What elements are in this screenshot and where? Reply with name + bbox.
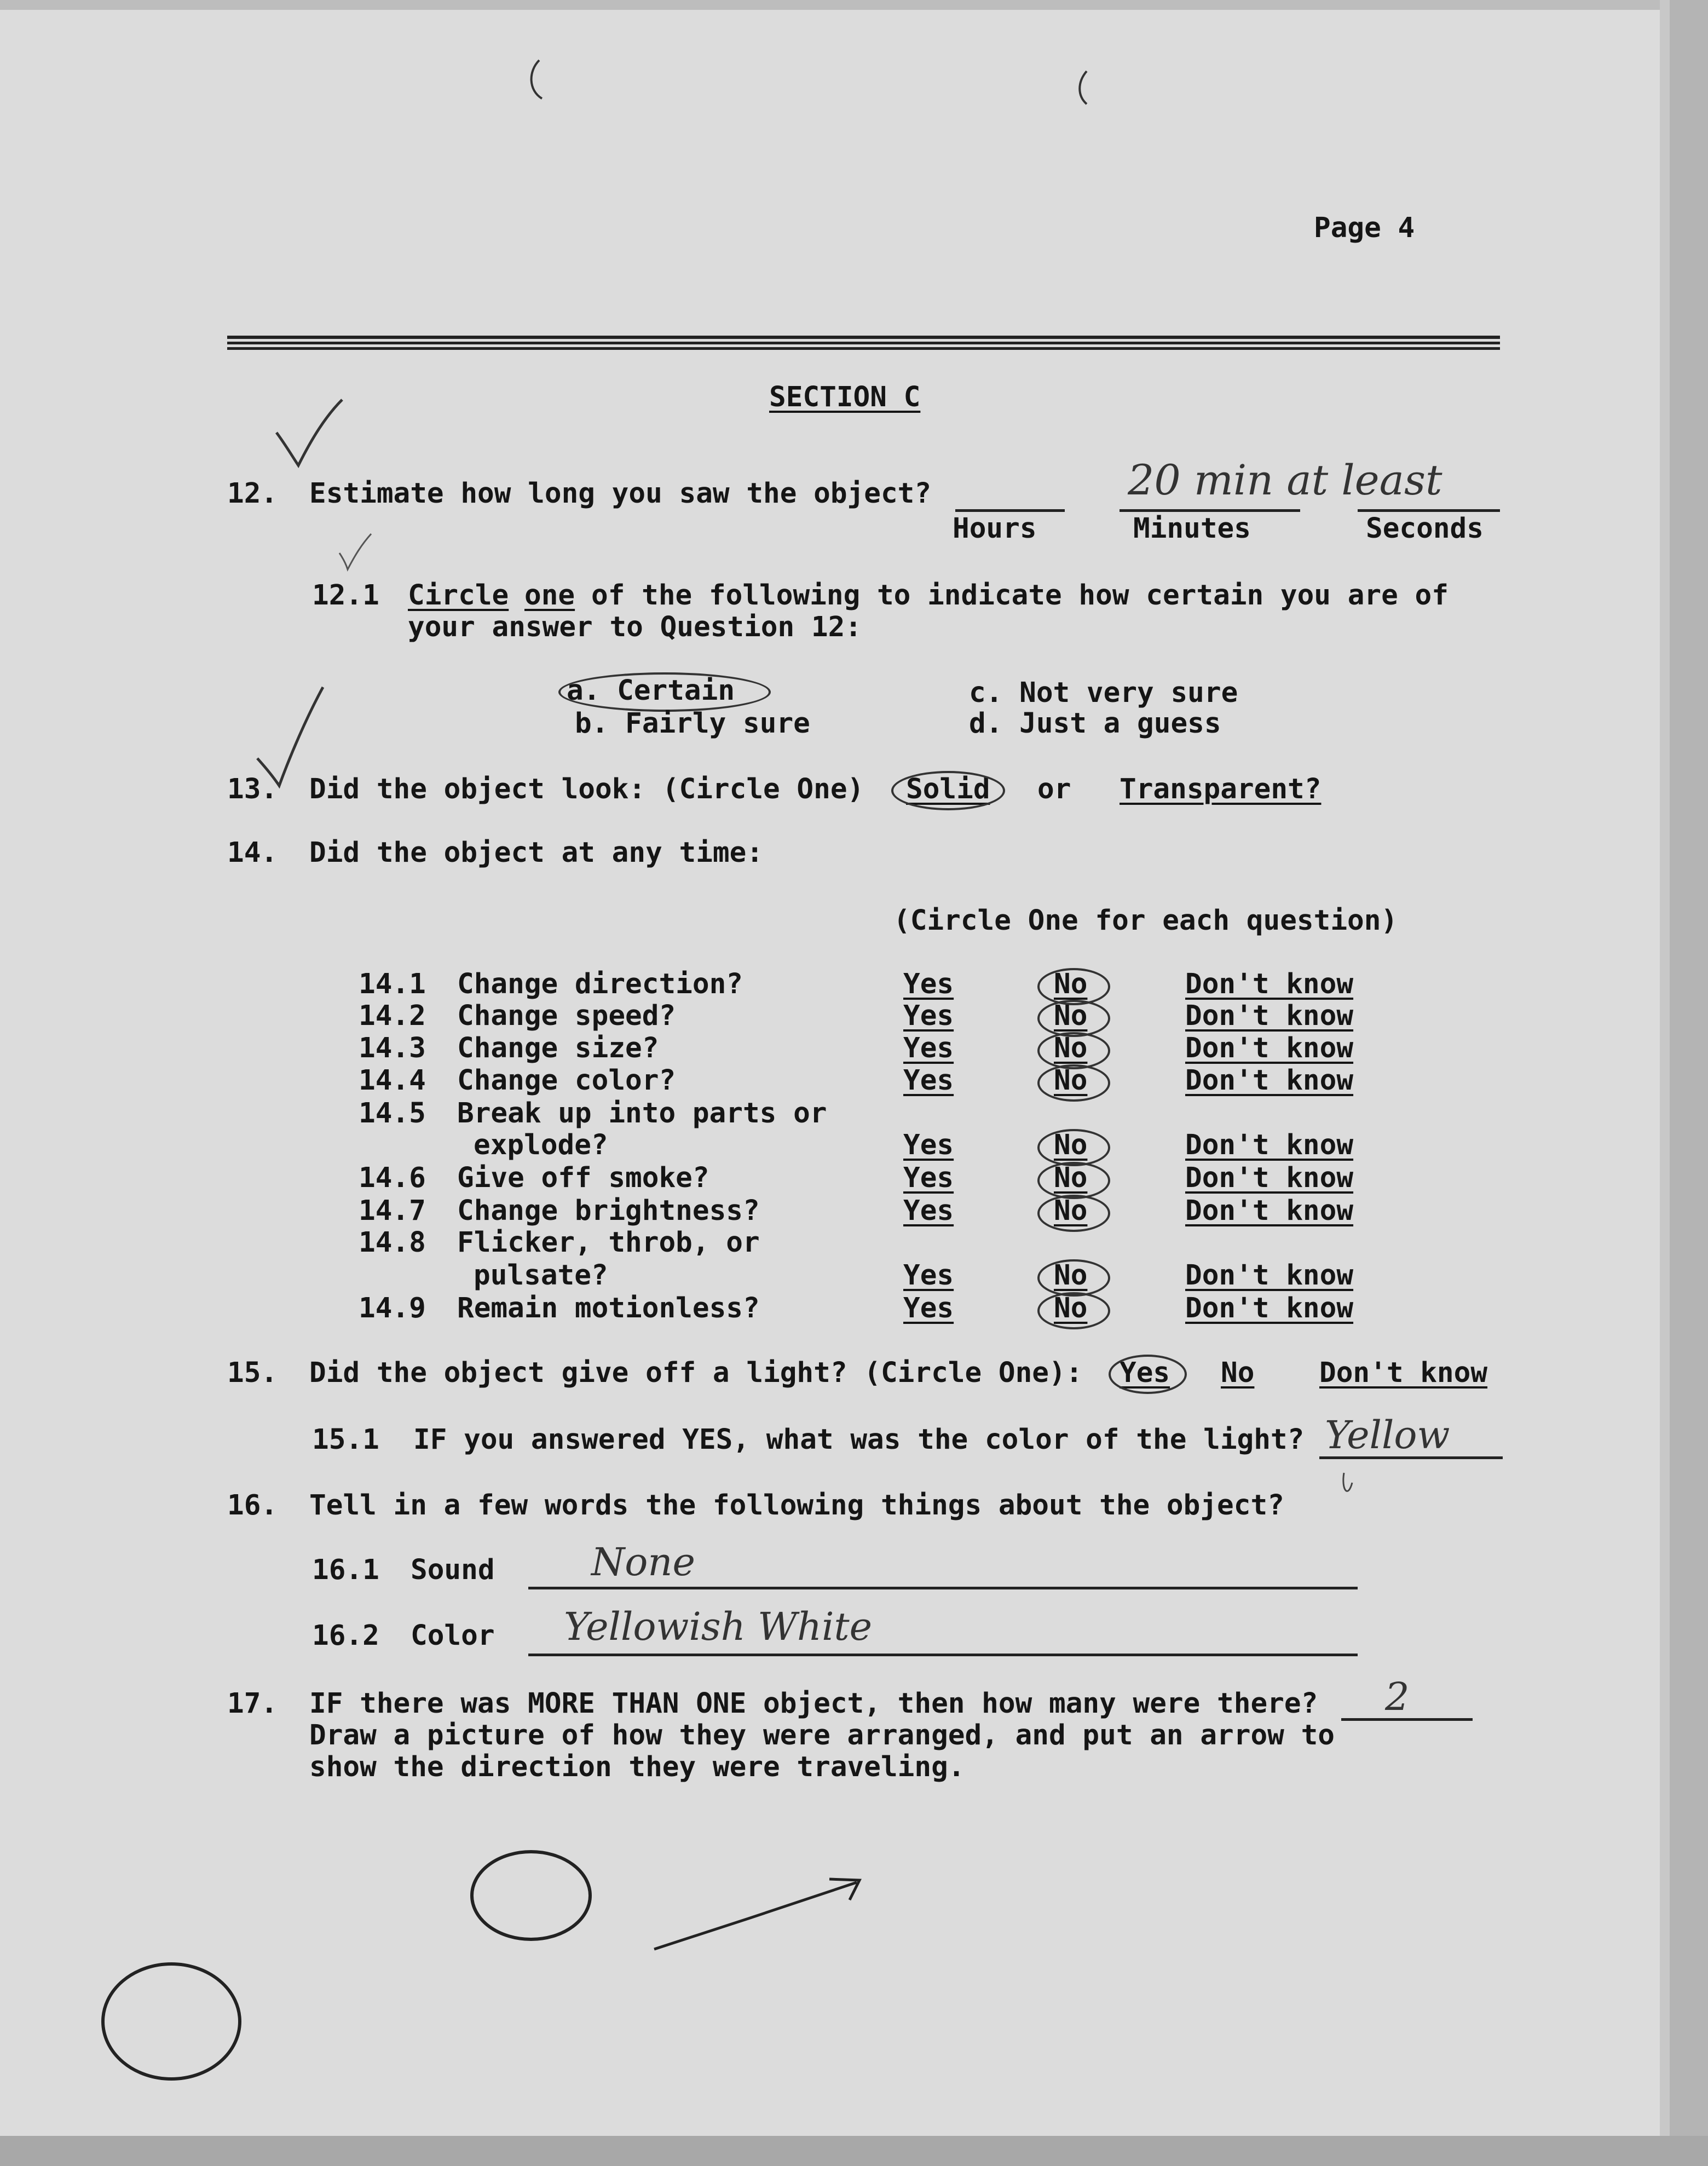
q14-item-question: Change direction? (457, 968, 743, 1000)
q15-1-text: IF you answered YES, what was the color of the light? (413, 1424, 1305, 1456)
check-mark-q13-icon (257, 687, 323, 786)
q14-item-question-line2: pulsate? (474, 1259, 608, 1292)
q14-item-dont-know[interactable]: Don't know (1185, 968, 1354, 1000)
q15-option-no[interactable]: No (1221, 1357, 1255, 1389)
q12-text: Estimate how long you saw the object? (309, 477, 932, 510)
q14-item-dont-know[interactable]: Don't know (1185, 1162, 1354, 1194)
q15-option-yes[interactable]: Yes (1120, 1357, 1170, 1389)
q17-line2: Draw a picture of how they were arranged, and put an arrow to (309, 1719, 1335, 1752)
q14-item-yes[interactable]: Yes (903, 1259, 954, 1292)
q14-item-number: 14.8 (359, 1226, 426, 1259)
q14-item-question: Change color? (457, 1064, 676, 1097)
q12-1-circle-word: Circle (408, 579, 509, 612)
drawing-object-2 (103, 1964, 240, 2079)
q14-item-question: Flicker, throb, or (457, 1226, 760, 1259)
q14-item-dont-know[interactable]: Don't know (1185, 1000, 1354, 1032)
q14-item-dont-know[interactable]: Don't know (1185, 1032, 1354, 1064)
q14-item-question: Remain motionless? (457, 1292, 760, 1324)
q14-item-number: 14.4 (359, 1064, 426, 1097)
q12-1-one-word: one (524, 579, 575, 612)
q17-line1: IF there was MORE THAN ONE object, then how many were there? (309, 1687, 1318, 1720)
q16-number: 16. (227, 1489, 278, 1522)
page-number: Page 4 (1314, 212, 1415, 244)
q12-handwritten-answer: 20 min at least (1128, 456, 1442, 504)
q12-1-option-d[interactable]: d. Just a guess (969, 707, 1221, 740)
q14-item-dont-know[interactable]: Don't know (1185, 1292, 1354, 1324)
q14-item-no[interactable]: No (1054, 1064, 1088, 1097)
q12-number: 12. (227, 477, 278, 510)
q14-instruction: (Circle One for each question) (893, 905, 1398, 937)
q14-item-number: 14.2 (359, 1000, 426, 1032)
q14-item-yes[interactable]: Yes (903, 968, 954, 1000)
q16-1-handwritten-answer: None (591, 1540, 695, 1585)
drawing-object-1 (472, 1852, 590, 1939)
q14-item-question-line2: explode? (474, 1129, 608, 1161)
q14-item-no[interactable]: No (1054, 1129, 1088, 1161)
check-mark-q12-1-icon (339, 534, 371, 569)
q12-1-option-c[interactable]: c. Not very sure (969, 677, 1238, 709)
q13-option-transparent[interactable]: Transparent? (1120, 773, 1322, 805)
drawing-direction-arrow (654, 1882, 857, 1949)
q12-1-text: of the following to indicate how certain you are of (591, 579, 1449, 612)
q12-label-minutes: Minutes (1133, 512, 1251, 545)
q14-item-yes[interactable]: Yes (903, 1195, 954, 1227)
q14-item-number: 14.9 (359, 1292, 426, 1324)
q15-text: Did the object give off a light? (Circle One): (309, 1357, 1083, 1389)
paren-mark-left (532, 60, 542, 99)
q13-text: Did the object look: (Circle One) (309, 773, 864, 805)
q14-item-number: 14.1 (359, 968, 426, 1000)
q14-item-number: 14.6 (359, 1162, 426, 1194)
q14-item-no[interactable]: No (1054, 1259, 1088, 1292)
q12-1-number: 12.1 (312, 579, 379, 612)
q12-1-option-b[interactable]: b. Fairly sure (575, 707, 810, 740)
q14-item-number: 14.7 (359, 1195, 426, 1227)
q14-item-number: 14.3 (359, 1032, 426, 1064)
check-mark-q12-icon (276, 400, 342, 465)
q14-number: 14. (227, 837, 278, 869)
q14-item-no[interactable]: No (1054, 1000, 1088, 1032)
q14-item-yes[interactable]: Yes (903, 1292, 954, 1324)
q12-1-text-line2: your answer to Question 12: (408, 611, 862, 643)
q14-item-no[interactable]: No (1054, 1162, 1088, 1194)
q13-option-solid[interactable]: Solid (906, 773, 990, 805)
q16-1-label: Sound (411, 1554, 495, 1586)
q14-item-no[interactable]: No (1054, 1195, 1088, 1227)
q12-label-hours: Hours (953, 512, 1037, 545)
q14-item-dont-know[interactable]: Don't know (1185, 1064, 1354, 1097)
q16-2-handwritten-answer: Yellowish White (564, 1604, 873, 1649)
q15-1-number: 15.1 (312, 1424, 379, 1456)
q14-item-number: 14.5 (359, 1097, 426, 1130)
section-title: SECTION C (769, 381, 921, 413)
q15-option-dont-know[interactable]: Don't know (1319, 1357, 1488, 1389)
q12-label-seconds: Seconds (1366, 512, 1484, 545)
q15-1-handwritten-answer: Yellow (1325, 1413, 1450, 1458)
q13-or: or (1037, 773, 1071, 805)
q14-item-question: Change brightness? (457, 1195, 760, 1227)
q14-item-no[interactable]: No (1054, 1032, 1088, 1064)
q12-1-option-a[interactable]: a. Certain (567, 675, 735, 707)
q14-item-question: Change size? (457, 1032, 659, 1064)
q14-text: Did the object at any time: (309, 837, 764, 869)
q14-item-yes[interactable]: Yes (903, 1162, 954, 1194)
paren-mark-right (1080, 71, 1087, 104)
q14-item-yes[interactable]: Yes (903, 1129, 954, 1161)
q14-item-yes[interactable]: Yes (903, 1032, 954, 1064)
q14-item-dont-know[interactable]: Don't know (1185, 1129, 1354, 1161)
q14-item-no[interactable]: No (1054, 968, 1088, 1000)
q15-number: 15. (227, 1357, 278, 1389)
q13-number: 13. (227, 773, 278, 805)
q17-handwritten-answer: 2 (1385, 1674, 1410, 1719)
q16-2-number: 16.2 (312, 1620, 379, 1652)
q16-2-label: Color (411, 1620, 495, 1652)
stray-pen-mark (1343, 1473, 1352, 1491)
q17-number: 17. (227, 1687, 278, 1720)
q16-text: Tell in a few words the following things about the object? (309, 1489, 1284, 1522)
q16-1-number: 16.1 (312, 1554, 379, 1586)
q14-item-no[interactable]: No (1054, 1292, 1088, 1324)
q14-item-question: Give off smoke? (457, 1162, 709, 1194)
q14-item-yes[interactable]: Yes (903, 1000, 954, 1032)
q14-item-question: Break up into parts or (457, 1097, 827, 1130)
q14-item-question: Change speed? (457, 1000, 676, 1032)
q17-line3: show the direction they were traveling. (309, 1751, 965, 1783)
q14-item-dont-know[interactable]: Don't know (1185, 1259, 1354, 1292)
q14-item-yes[interactable]: Yes (903, 1064, 954, 1097)
q14-item-dont-know[interactable]: Don't know (1185, 1195, 1354, 1227)
